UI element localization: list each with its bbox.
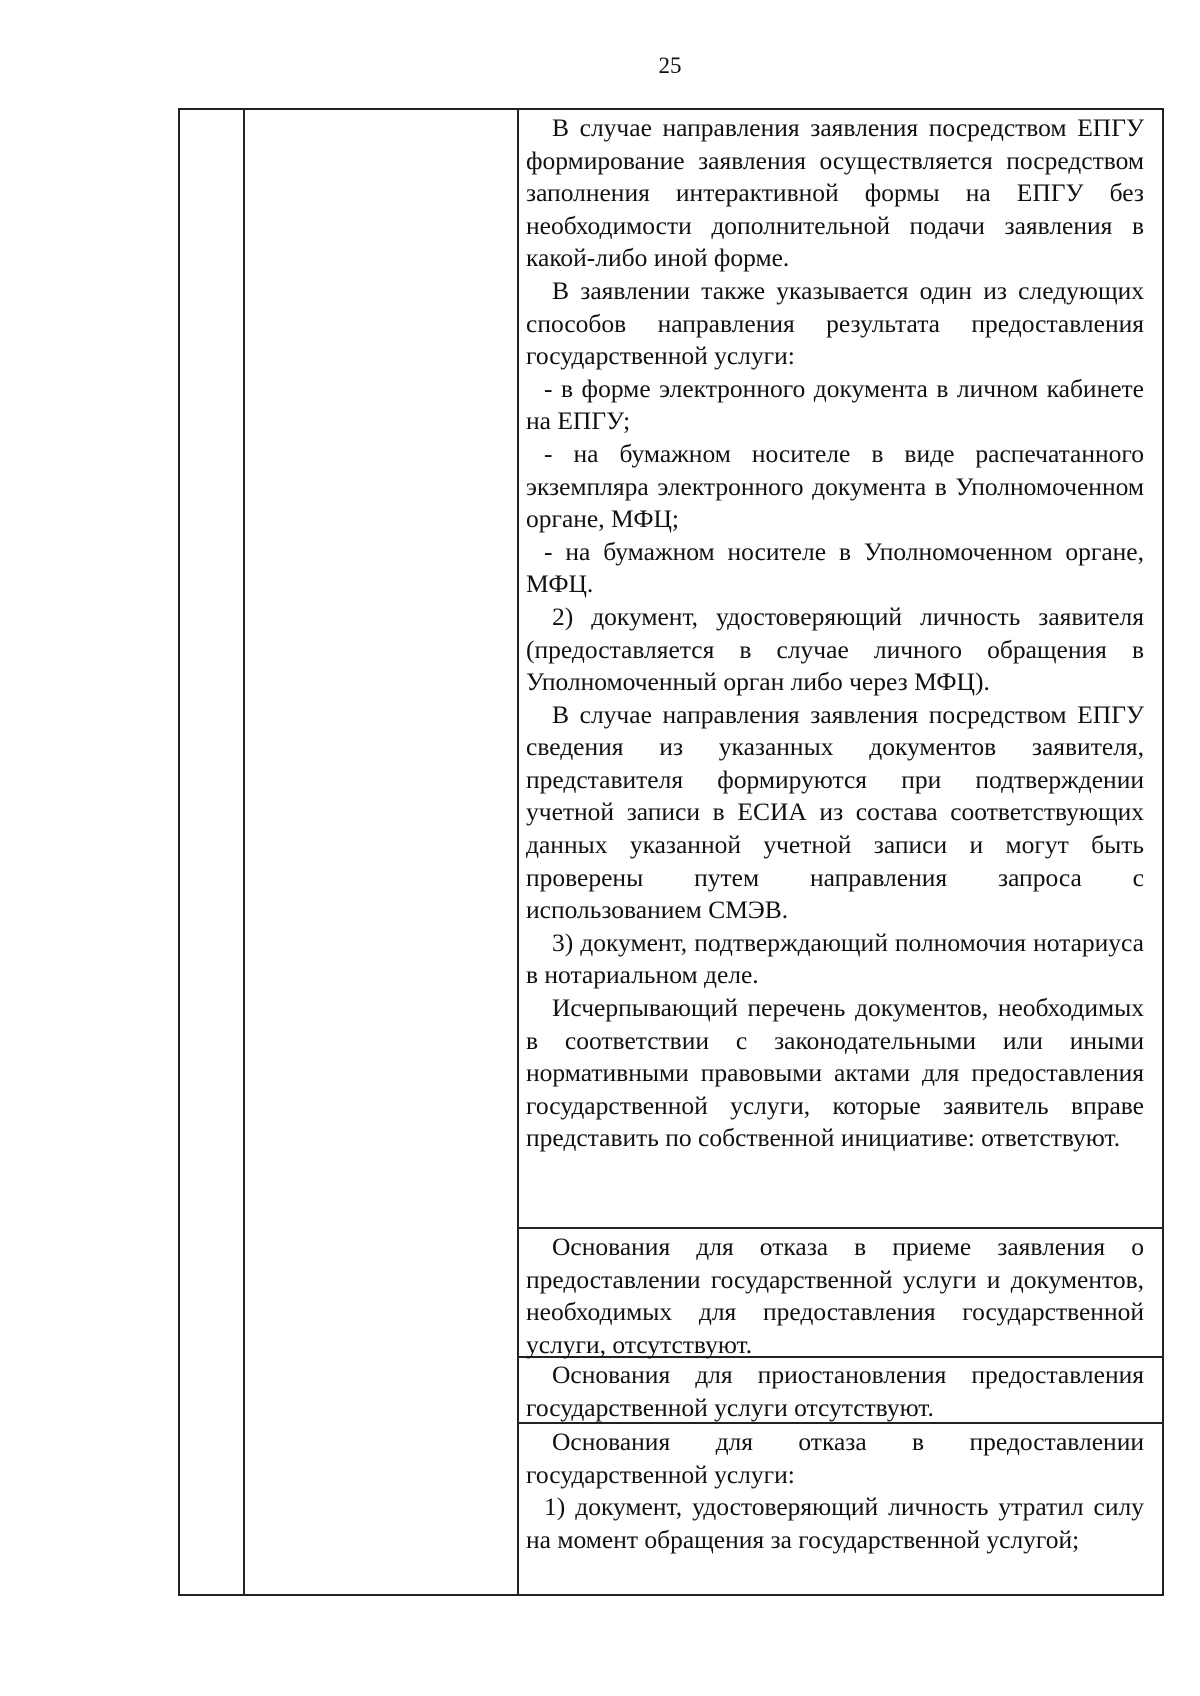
paragraph: 2) документ, удостоверяющий личность заявителя (предоставляется в случае личного обращения в Уполномоченный орган либо через МФЦ). [526, 601, 1144, 697]
paragraph: В случае направления заявления посредством ЕПГУ сведения из указанных документов заявителя, представителя формируются при подтверждении учетной записи в ЕСИА из состава соответствующих данных указанной учетной записи и могут быть проверены путем направления запроса с использованием СМЭВ. [526, 699, 1144, 925]
paragraph: Основания для отказа в приеме заявления о предоставлении государственной услуги и документов, необходимых для предоставления государственной услуги, отсутствуют. [526, 1232, 1144, 1359]
paragraph: Исчерпывающий перечень документов, необходимых в соответствии с законодательными или иными нормативными правовыми актами для предоставления государственной услуги, которые заявитель вправе представить по собственной инициативе: ответствуют. [526, 993, 1144, 1153]
table-cell-suspension-grounds [526, 1359, 1144, 1424]
column-divider-2 [517, 108, 519, 1596]
table-right-border [1162, 108, 1164, 1596]
paragraph: Основания для отказа в предоставлении государственной услуги: [526, 1427, 1144, 1489]
page-number: 25 [658, 53, 682, 78]
column-divider-1 [243, 108, 245, 1596]
paragraph: 3) документ, подтверждающий полномочия нотариуса в нотариальном деле. [526, 927, 1144, 990]
table-top-border [178, 108, 1164, 110]
paragraph: Основания для приостановления предоставления государственной услуги отсутствуют. [526, 1360, 1144, 1422]
list-item: - на бумажном носителе в Уполномоченном органе, МФЦ. [526, 536, 1144, 599]
table-left-border [178, 108, 180, 1596]
list-item: - на бумажном носителе в виде распечатанного экземпляра электронного документа в Уполномоченном органе, МФЦ; [526, 438, 1144, 534]
table-cell-refusal-grounds [526, 1231, 1144, 1361]
list-item: 1) документ, удостоверяющий личность утратил силу на момент обращения за государственной услугой; [526, 1492, 1144, 1554]
table-cell-denial-grounds [526, 1426, 1144, 1556]
row-divider-1 [517, 1227, 1164, 1229]
paragraph: В заявлении также указывается один из следующих способов направления результата предоставления государственной услуги: [526, 275, 1144, 371]
paragraph: В случае направления заявления посредством ЕПГУ формирование заявления осуществляется посредством заполнения интерактивной формы на ЕПГУ без необходимости дополнительной подачи заявления в какой-либо иной форме. [526, 113, 1144, 273]
table-cell-documents [526, 112, 1144, 1155]
list-item: - в форме электронного документа в личном кабинете на ЕПГУ; [526, 373, 1144, 436]
table-bottom-border [178, 1594, 1164, 1596]
